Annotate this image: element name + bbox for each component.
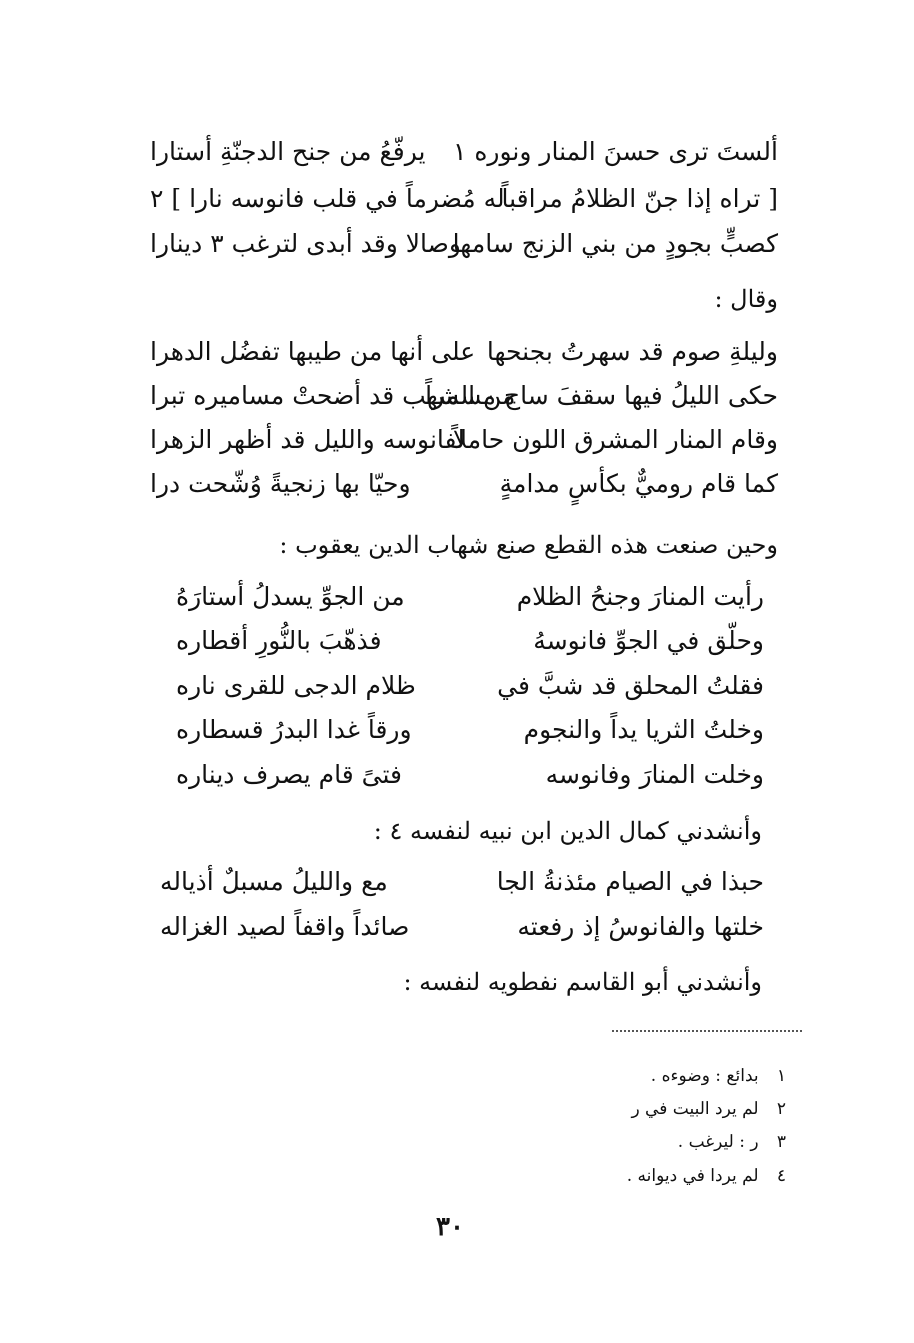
- verse-row: [150, 462, 778, 506]
- verse-second-hemistich: على أنها من طيبها تفضُل الدهرا: [150, 337, 476, 366]
- verse-second-hemistich: صائداً واقفاً لصيد الغزاله: [160, 912, 410, 941]
- verse-row: [160, 860, 764, 904]
- section-intro: وحين صنعت هذه القطع صنع شهاب الدين يعقوب :: [279, 531, 778, 559]
- verse-first-hemistich: وخلت المنارَ وفانوسه: [545, 760, 764, 789]
- footnote: [631, 1093, 786, 1125]
- verse-first-hemistich: ألستَ ترى حسنَ المنار ونوره ١: [452, 137, 778, 166]
- footnote-text: لم يردا في ديوانه .: [626, 1166, 759, 1186]
- verse-second-hemistich: له مُضرماً في قلب فانوسه نارا ] ٢: [150, 184, 505, 213]
- verse-second-hemistich: يرفّعُ من جنح الدجنّةِ أستارا: [150, 137, 426, 166]
- verse-row: [176, 708, 764, 752]
- verse-second-hemistich: من الشهب قد أضحتْ مساميره تبرا: [150, 381, 516, 410]
- verse-second-hemistich: لفانوسه والليل قد أظهر الزهرا: [150, 425, 465, 454]
- verse-second-hemistich: وصالا وقد أبدى لترغب ٣ دينارا: [150, 229, 461, 258]
- verse-first-hemistich: فقلتُ المحلق قد شبَّ في: [497, 671, 764, 700]
- verse-first-hemistich: حبذا في الصيام مئذنةُ الجا: [496, 867, 764, 896]
- verse-first-hemistich: خلتها والفانوسُ إذ رفعته: [517, 912, 764, 941]
- footnote-text: لم يرد البيت في ر: [631, 1099, 759, 1119]
- section-intro: وأنشدني أبو القاسم نفطويه لنفسه :: [403, 968, 762, 996]
- verse-row: [176, 664, 764, 708]
- footnote-number: ٤: [776, 1166, 786, 1186]
- verse-row: [150, 374, 778, 418]
- verse-second-hemistich: وحيّا بها زنجيةً وُشّحت درا: [150, 469, 411, 498]
- footnote-number: ٢: [776, 1099, 786, 1119]
- verse-first-hemistich: وحلّق في الجوِّ فانوسهُ: [533, 626, 764, 655]
- footnote: [651, 1060, 786, 1092]
- footnote-text: ر : ليرغب .: [677, 1132, 759, 1152]
- page-number: ٣٠: [436, 1212, 464, 1242]
- verse-row: [150, 222, 778, 266]
- verse-second-hemistich: فتىً قام يصرف ديناره: [176, 760, 402, 789]
- verse-row: [176, 575, 764, 619]
- verse-row: [150, 130, 778, 174]
- footnote: [678, 1126, 786, 1158]
- section-intro: وأنشدني كمال الدين ابن نبيه لنفسه ٤ :: [373, 817, 762, 845]
- section-intro: وقال :: [714, 285, 778, 313]
- verse-row: [176, 619, 764, 663]
- verse-first-hemistich: وليلةِ صوم قد سهرتُ بجنحها: [486, 337, 778, 366]
- footnote-number: ١: [776, 1066, 786, 1086]
- footnote: [627, 1160, 786, 1192]
- footnote-text: بدائع : وضوءه .: [650, 1066, 759, 1086]
- verse-first-hemistich: وقام المنار المشرق اللون حاملاً: [452, 425, 778, 454]
- verse-first-hemistich: وخلتُ الثريا يداً والنجوم: [523, 715, 764, 744]
- verse-row: [150, 177, 778, 221]
- verse-second-hemistich: مع والليلُ مسبلٌ أذياله: [160, 867, 388, 896]
- verse-first-hemistich: رأيت المنارَ وجنحُ الظلام: [516, 582, 764, 611]
- footnote-divider: [612, 1030, 802, 1032]
- verse-second-hemistich: ورقاً غدا البدرُ قسطاره: [176, 715, 412, 744]
- verse-first-hemistich: كصبٍّ بجودٍ من بني الزنج سامها: [452, 229, 778, 258]
- verse-first-hemistich: [ تراه إذا جنّ الظلامُ مراقباً: [501, 184, 778, 213]
- verse-second-hemistich: ظلام الدجى للقرى ناره: [176, 671, 416, 700]
- verse-row: [150, 418, 778, 462]
- verse-row: [160, 905, 764, 949]
- verse-second-hemistich: فذهّبَ بالنُّورِ أقطاره: [176, 626, 382, 655]
- verse-row: [150, 330, 778, 374]
- verse-first-hemistich: كما قام روميٌّ بكأسٍ مدامةٍ: [499, 469, 778, 498]
- verse-second-hemistich: من الجوِّ يسدلُ أستارَهُ: [176, 582, 405, 611]
- verse-row: [176, 753, 764, 797]
- footnote-number: ٣: [776, 1132, 786, 1152]
- verse-first-hemistich: حكى الليلُ فيها سقفَ ساج مسمراً: [425, 381, 778, 410]
